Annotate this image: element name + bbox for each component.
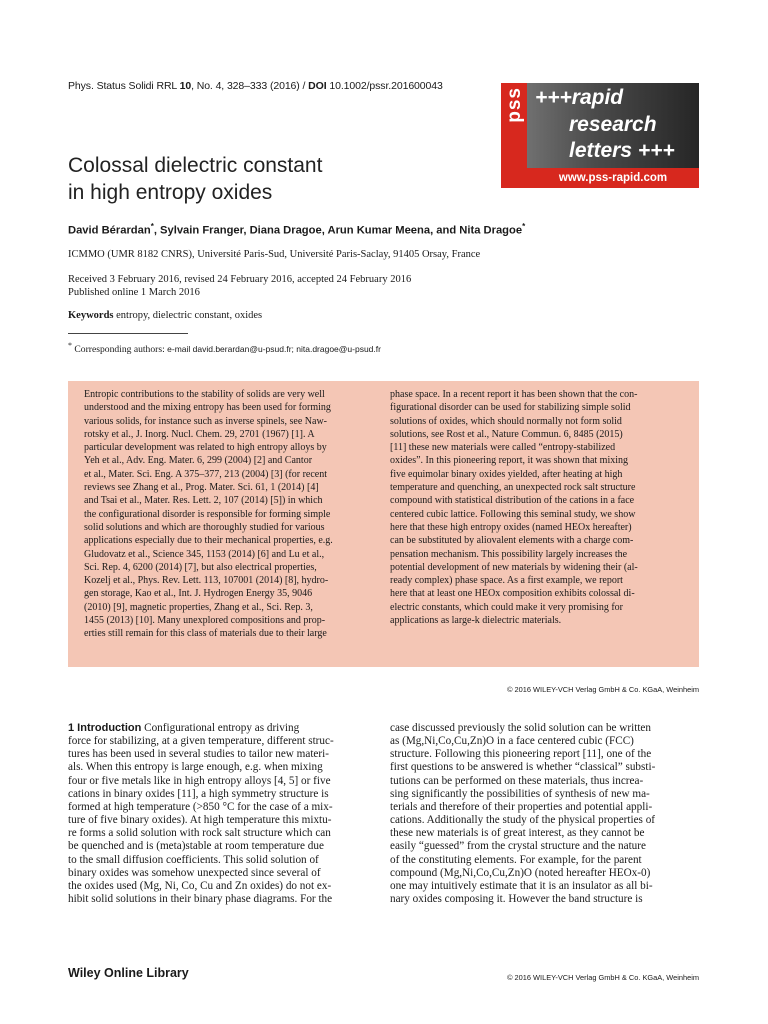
text-line: rotsky et al., J. Inorg. Nucl. Chem. 29, 2701 (1967) [1]. A: [84, 428, 315, 440]
doi-label: DOI: [308, 80, 327, 92]
text-line: reviews see Zhang et al., Prog. Mater. Sci. 61, 1 (2014) [4]: [84, 482, 319, 494]
received-dates: [68, 274, 411, 299]
text-line: can be substituted by aliovalent elements with a charge com-: [390, 535, 634, 547]
abstract-right-column: [390, 388, 678, 627]
text-line: formed at high temperature (>850 °C for the case of a mix-: [68, 800, 333, 813]
text-line: ture of five binary oxides). At high temperature this mixtu-: [68, 814, 332, 827]
text-line: figurational disorder can be used for stabilizing simple solid: [390, 402, 631, 414]
citation-volume: 10: [179, 80, 192, 92]
text-line: erties still remain for this class of materials due to their large: [84, 628, 327, 640]
text-line: phase space. In a recent report it has been shown that the con-: [390, 389, 638, 400]
text-line: ready complex) phase space. As a first example, we report: [390, 575, 623, 587]
logo-line-rapid: +++rapid: [535, 86, 624, 109]
text-line: particular development was related to high entropy alloys by: [84, 442, 327, 454]
doi-value[interactable]: 10.1002/pssr.201600043: [326, 80, 443, 92]
pss-logo-red-bar: [501, 83, 527, 188]
text-line: of the constituting elements. For example, for the parent: [390, 853, 642, 866]
body-right-column: [390, 722, 685, 906]
citation-journal: Phys. Status Solidi RRL: [68, 80, 180, 92]
text-line: solutions of oxides, which should normally not form solid: [390, 415, 622, 427]
text-line: [11] these new materials were called “entropy-stabilized: [390, 442, 616, 454]
text-line: cations. Additionally the study of the physical properties of: [390, 814, 656, 827]
title-line: in high entropy oxides: [68, 181, 273, 204]
text-line: Yeh et al., Adv. Eng. Mater. 6, 299 (2004) [2] and Cantor: [84, 455, 313, 467]
pss-logo-dark-panel: [527, 83, 699, 168]
text-line-content: Configurational entropy as driving: [141, 722, 300, 734]
keywords-value: entropy, dielectric constant, oxides: [113, 310, 263, 321]
text-line: as (Mg,Ni,Co,Cu,Zn)O in a face centered cubic (FCC): [390, 735, 634, 748]
corresponding-mark: *: [522, 222, 526, 231]
text-line: hibit solid solutions in their binary phase diagrams. For the: [68, 893, 333, 906]
keywords-label: Keywords: [68, 310, 114, 321]
copyright-footer: © 2016 WILEY-VCH Verlag GmbH & Co. KGaA, Weinheim: [507, 973, 699, 982]
text-line: these new materials is of great interest, as they cannot be: [390, 827, 645, 840]
logo-line-letters: letters +++: [569, 139, 675, 162]
text-line: tures has been used in several studies to tailor new materi-: [68, 748, 329, 761]
article-title: [68, 152, 322, 206]
text-line: et al., Mater. Sci. Eng. A 375–377, 213 (2004) [3] (for recent: [84, 468, 327, 480]
wiley-online-library[interactable]: Wiley Online Library: [68, 966, 189, 980]
text-line: [68, 722, 363, 735]
text-line: temperature and quenching, an unexpected rock salt structure: [390, 482, 636, 494]
text-line: terials and therefore of their properties and potential appli-: [390, 800, 653, 813]
text-line: gen storage, Kao et al., Int. J. Hydrogen Energy 35, 9046: [84, 588, 313, 600]
pss-rapid-logo: [501, 83, 699, 188]
text-line: here that these high entropy oxides (named HEOx hereafter): [390, 521, 632, 533]
affiliation: ICMMO (UMR 8182 CNRS), Université Paris-Sud, Université Paris-Saclay, 91405 Orsay, France: [68, 249, 481, 260]
text-line: compound with statistical distribution of the cations in a face: [390, 495, 635, 507]
title-line: Colossal dielectric constant: [68, 154, 323, 177]
keywords: [68, 310, 262, 321]
text-line: easily “guessed” from the crystal structure and the nature: [390, 840, 646, 853]
pss-logo-text: pss: [504, 87, 525, 123]
text-line: be quenched and is (meta)stable at room temperature due: [68, 840, 324, 853]
text-line: (2010) [9], magnetic properties, Zhang et al., Sci. Rep. 3,: [84, 601, 313, 613]
text-line: to the small diffusion coefficients. This solid solution of: [68, 853, 319, 866]
text-line: cations in binary oxides [11], a high symmetry structure is: [68, 787, 329, 800]
text-line: the oxides used (Mg, Ni, Co, Cu and Zn oxides) do not ex-: [68, 879, 332, 892]
text-line: four or five metals like in high entropy alloys [4, 5] or five: [68, 774, 331, 787]
author-names: , Sylvain Franger, Diana Dragoe, Arun Kumar Meena, and Nita Dragoe: [153, 224, 523, 237]
text-line: pensation mechanism. This possibility largely increases the: [390, 548, 628, 560]
text-line: understood and the mixing entropy has been used for forming: [84, 402, 331, 414]
corresponding-mark: *: [68, 341, 72, 350]
abstract-left-column: [84, 388, 372, 641]
text-line: Kozelj et al., Phys. Rev. Lett. 113, 107001 (2014) [8], hydro-: [84, 575, 329, 587]
text-line: the configurational disorder is responsible for forming simple: [84, 508, 331, 520]
footnote-divider: [68, 333, 188, 334]
text-line: force for stabilizing, at a given temperature, different struc-: [68, 735, 334, 748]
logo-line-research: research: [569, 113, 657, 136]
text-line: here that at least one HEOx composition exhibits colossal di-: [390, 588, 635, 600]
body-left-column: [68, 722, 363, 906]
corresponding-emails[interactable]: e-mail david.berardan@u-psud.fr; nita.dragoe@u-psud.fr: [167, 344, 381, 355]
text-line: tutions can be performed on these materials, thus increa-: [390, 774, 644, 787]
text-line: sing significantly the possibilities of synthesis of new ma-: [390, 787, 650, 800]
corresponding-label: Corresponding authors:: [72, 344, 168, 356]
text-line: als. When this entropy is large enough, e.g. when mixing: [68, 761, 323, 774]
text-line: Gludovatz et al., Science 345, 1153 (2014) [6] and Lu et al.,: [84, 548, 325, 560]
author-name: David Bérardan: [68, 224, 151, 237]
text-line: Entropic contributions to the stability of solids are very well: [84, 389, 325, 400]
text-line: solutions, see Rost et al., Nature Commun. 6, 8485 (2015): [390, 428, 623, 440]
text-line: compound (Mg,Ni,Co,Cu,Zn)O (noted hereafter HEOx-0): [390, 866, 651, 879]
citation-rest: , No. 4, 328–333 (2016) /: [191, 80, 309, 92]
text-line: structure. Following this pioneering report [11], one of the: [390, 748, 652, 761]
text-line: first questions to be answered is whether “classical” substi-: [390, 761, 656, 774]
text-line: electric constants, which could make it very promising for: [390, 601, 623, 613]
pss-logo-url[interactable]: www.pss-rapid.com: [527, 168, 699, 188]
text-line: applications as large-k dielectric materials.: [390, 615, 562, 627]
section-heading: 1 Introduction: [68, 722, 142, 734]
text-line: case discussed previously the solid solution can be written: [390, 722, 651, 734]
received-line: Received 3 February 2016, revised 24 February 2016, accepted 24 February 2016: [68, 274, 412, 285]
text-line: centered cubic lattice. Following this seminal study, we show: [390, 508, 636, 520]
text-line: 1455 (2013) [10]. Many unexplored compositions and prop-: [84, 615, 326, 627]
text-line: re forms a solid solution with rock salt structure which can: [68, 827, 331, 840]
copyright-notice: © 2016 WILEY-VCH Verlag GmbH & Co. KGaA, Weinheim: [507, 685, 699, 694]
text-line: potential development of new materials by widening their (al-: [390, 561, 638, 573]
journal-citation: [68, 80, 443, 92]
corresponding-mark: *: [150, 222, 154, 231]
corresponding-authors: [68, 341, 381, 355]
text-line: Sci. Rep. 4, 6200 (2014) [7], but also electrical properties,: [84, 561, 317, 573]
text-line: binary oxides was somehow unexpected since several of: [68, 866, 321, 879]
text-line: one may intuitively estimate that it is an insulator as all bi-: [390, 879, 653, 892]
author-list: [68, 222, 525, 237]
abstract-box: [68, 381, 699, 667]
text-line: solid solutions and which are thoroughly studied for various: [84, 521, 325, 533]
text-line: five equimolar binary oxides yielded, after heating at high: [390, 468, 623, 480]
text-line: nary oxides composing it. However the band structure is: [390, 893, 643, 906]
published-line: Published online 1 March 2016: [68, 286, 200, 298]
text-line: oxides”. In this pioneering report, it was shown that mixing: [390, 455, 629, 467]
text-line: and Tsai et al., Mater. Res. Lett. 2, 107 (2014) [5]) in which: [84, 495, 323, 507]
text-line: applications especially due to their mechanical properties, e.g.: [84, 535, 333, 547]
text-line: various solids, for instance such as inverse spinels, see Naw-: [84, 415, 327, 427]
